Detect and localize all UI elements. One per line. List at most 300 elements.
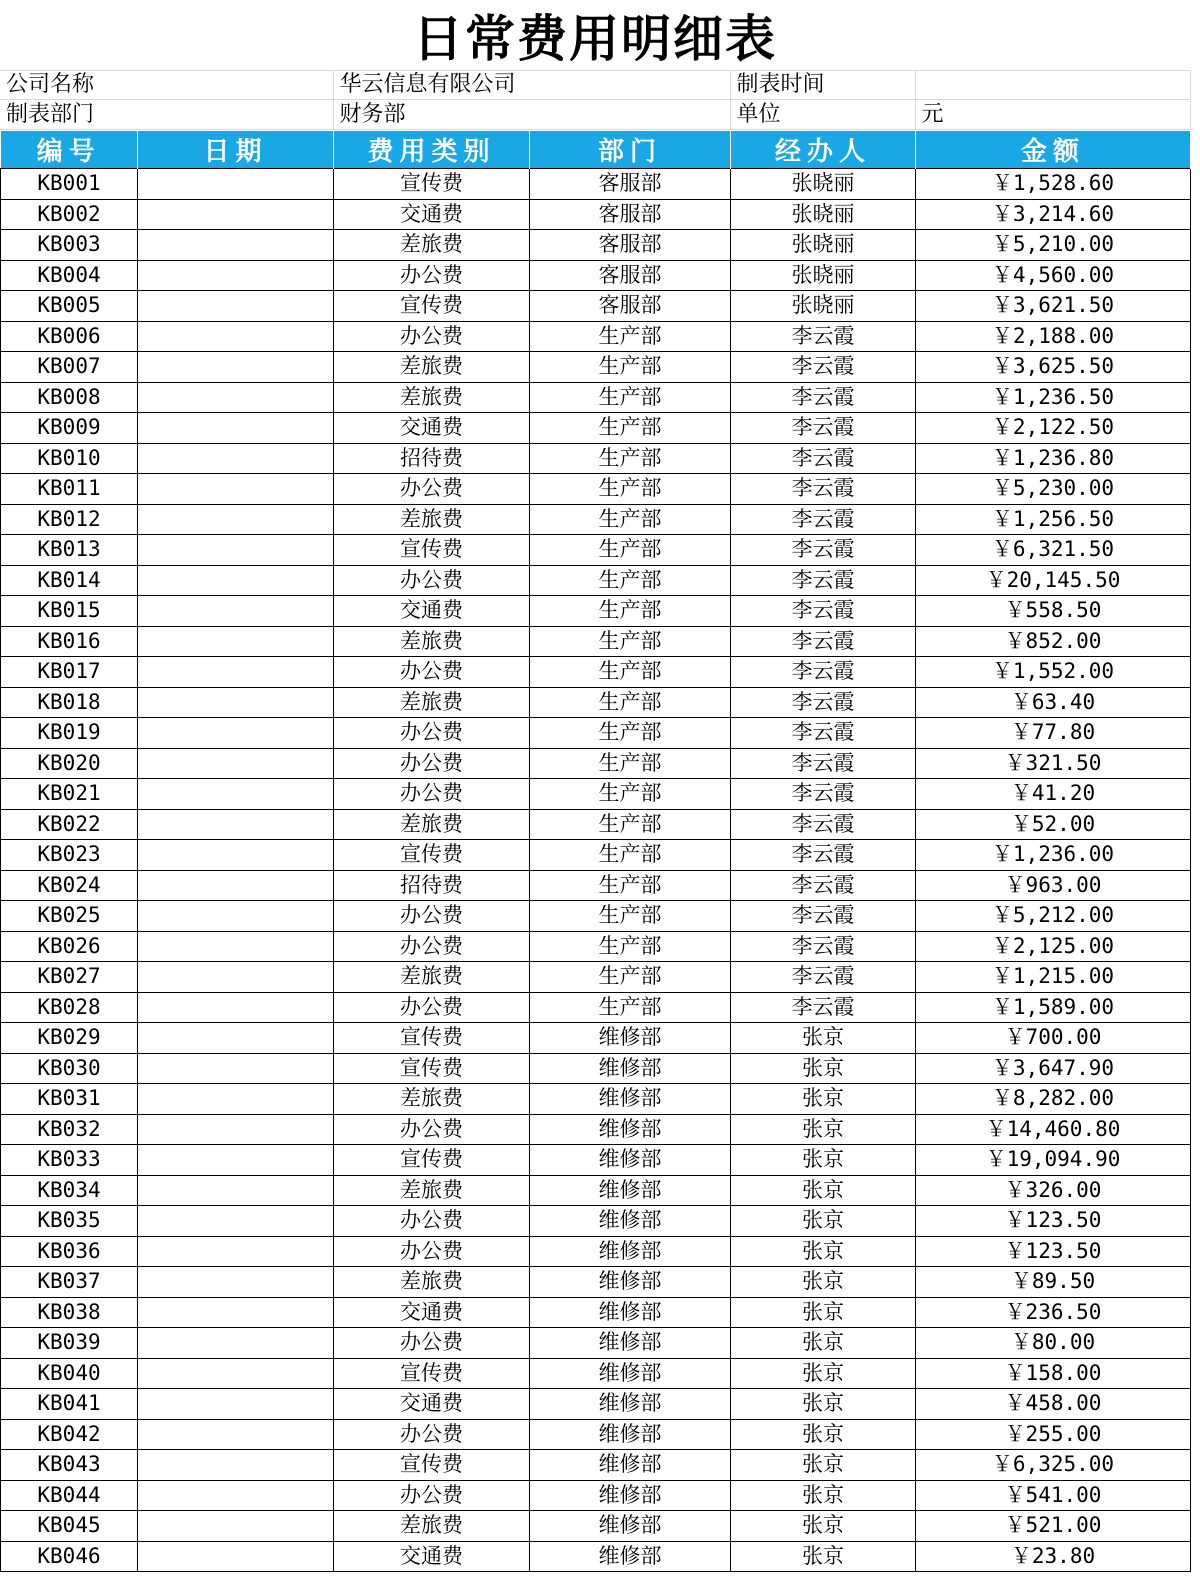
amount-cell[interactable]: ￥8,282.00 [916,1084,1191,1115]
category-cell[interactable]: 宣传费 [334,1358,530,1389]
time-value[interactable] [915,70,1190,100]
id-cell[interactable]: KB041 [1,1389,138,1420]
date-cell[interactable] [138,535,334,566]
dept-cell[interactable]: 维修部 [530,1541,731,1572]
id-cell[interactable]: KB036 [1,1236,138,1267]
dept-cell[interactable]: 生产部 [530,413,731,444]
amount-cell[interactable]: ￥52.00 [916,809,1191,840]
handler-cell[interactable]: 张京 [731,1358,916,1389]
id-cell[interactable]: KB031 [1,1084,138,1115]
date-cell[interactable] [138,779,334,810]
handler-cell[interactable]: 李云霞 [731,870,916,901]
amount-cell[interactable]: ￥6,321.50 [916,535,1191,566]
company-label[interactable]: 公司名称 [0,70,333,100]
category-cell[interactable]: 差旅费 [334,1084,530,1115]
id-cell[interactable]: KB018 [1,687,138,718]
date-cell[interactable] [138,1419,334,1450]
dept-cell[interactable]: 生产部 [530,748,731,779]
date-cell[interactable] [138,291,334,322]
handler-cell[interactable]: 李云霞 [731,596,916,627]
category-cell[interactable]: 差旅费 [334,352,530,383]
id-cell[interactable]: KB044 [1,1480,138,1511]
handler-cell[interactable]: 张京 [731,1206,916,1237]
amount-cell[interactable]: ￥963.00 [916,870,1191,901]
table-row [1,382,1191,413]
id-cell[interactable]: KB005 [1,291,138,322]
date-cell[interactable] [138,413,334,444]
amount-cell[interactable]: ￥2,188.00 [916,321,1191,352]
amount-cell[interactable]: ￥123.50 [916,1206,1191,1237]
id-cell[interactable]: KB007 [1,352,138,383]
amount-cell[interactable]: ￥77.80 [916,718,1191,749]
category-cell[interactable]: 交通费 [334,413,530,444]
amount-cell[interactable]: ￥5,212.00 [916,901,1191,932]
dept-cell[interactable]: 维修部 [530,1358,731,1389]
handler-cell[interactable]: 李云霞 [731,321,916,352]
info-row-dept [0,100,1190,130]
id-cell[interactable]: KB001 [1,169,138,200]
amount-cell[interactable]: ￥1,236.00 [916,840,1191,871]
category-cell[interactable]: 宣传费 [334,535,530,566]
id-cell[interactable]: KB045 [1,1511,138,1542]
handler-cell[interactable]: 李云霞 [731,931,916,962]
category-cell[interactable]: 宣传费 [334,1023,530,1054]
handler-cell[interactable]: 张京 [731,1175,916,1206]
amount-cell[interactable]: ￥1,589.00 [916,992,1191,1023]
dept-cell[interactable]: 生产部 [530,962,731,993]
handler-cell[interactable]: 张京 [731,1480,916,1511]
category-cell[interactable]: 差旅费 [334,1511,530,1542]
category-cell[interactable]: 差旅费 [334,626,530,657]
amount-cell[interactable]: ￥321.50 [916,748,1191,779]
id-cell[interactable]: KB027 [1,962,138,993]
amount-cell[interactable]: ￥326.00 [916,1175,1191,1206]
date-cell[interactable] [138,352,334,383]
date-cell[interactable] [138,840,334,871]
dept-cell[interactable]: 生产部 [530,352,731,383]
unit-value[interactable]: 元 [915,100,1190,130]
handler-cell[interactable]: 李云霞 [731,657,916,688]
amount-cell[interactable]: ￥89.50 [916,1267,1191,1298]
date-cell[interactable] [138,809,334,840]
dept-cell[interactable]: 维修部 [530,1450,731,1481]
handler-cell[interactable]: 李云霞 [731,413,916,444]
handler-cell[interactable]: 张京 [731,1389,916,1420]
handler-cell[interactable]: 张京 [731,1114,916,1145]
amount-cell[interactable]: ￥1,236.50 [916,382,1191,413]
handler-cell[interactable]: 李云霞 [731,352,916,383]
category-cell[interactable]: 办公费 [334,992,530,1023]
amount-cell[interactable]: ￥521.00 [916,1511,1191,1542]
amount-cell[interactable]: ￥1,528.60 [916,169,1191,200]
handler-cell[interactable]: 张晓丽 [731,199,916,230]
id-cell[interactable]: KB009 [1,413,138,444]
amount-cell[interactable]: ￥541.00 [916,1480,1191,1511]
date-cell[interactable] [138,1389,334,1420]
category-cell[interactable]: 办公费 [334,1236,530,1267]
id-cell[interactable]: KB039 [1,1328,138,1359]
id-cell[interactable]: KB023 [1,840,138,871]
id-cell[interactable]: KB029 [1,1023,138,1054]
amount-cell[interactable]: ￥558.50 [916,596,1191,627]
amount-cell[interactable]: ￥2,122.50 [916,413,1191,444]
category-cell[interactable]: 办公费 [334,1328,530,1359]
amount-cell[interactable]: ￥19,094.90 [916,1145,1191,1176]
id-cell[interactable]: KB040 [1,1358,138,1389]
date-cell[interactable] [138,230,334,261]
handler-cell[interactable]: 李云霞 [731,718,916,749]
category-cell[interactable]: 交通费 [334,1297,530,1328]
id-cell[interactable]: KB008 [1,382,138,413]
col-header-handler[interactable]: 经办人 [731,131,916,169]
amount-cell[interactable]: ￥5,210.00 [916,230,1191,261]
col-header-category[interactable]: 费用类别 [334,131,530,169]
handler-cell[interactable]: 李云霞 [731,748,916,779]
category-cell[interactable]: 办公费 [334,748,530,779]
date-cell[interactable] [138,687,334,718]
date-cell[interactable] [138,565,334,596]
table-row [1,230,1191,261]
dept-cell[interactable]: 生产部 [530,840,731,871]
date-cell[interactable] [138,443,334,474]
col-header-id[interactable]: 编号 [1,131,138,169]
dept-cell[interactable]: 维修部 [530,1328,731,1359]
category-cell[interactable]: 办公费 [334,1114,530,1145]
dept-cell[interactable]: 生产部 [530,474,731,505]
handler-cell[interactable]: 李云霞 [731,443,916,474]
category-cell[interactable]: 差旅费 [334,504,530,535]
date-cell[interactable] [138,718,334,749]
category-cell[interactable]: 办公费 [334,1480,530,1511]
category-cell[interactable]: 交通费 [334,1541,530,1572]
col-header-dept[interactable]: 部门 [530,131,731,169]
date-cell[interactable] [138,1206,334,1237]
category-cell[interactable]: 交通费 [334,1389,530,1420]
date-cell[interactable] [138,626,334,657]
category-cell[interactable]: 办公费 [334,1419,530,1450]
handler-cell[interactable]: 张京 [731,1084,916,1115]
amount-cell[interactable]: ￥1,552.00 [916,657,1191,688]
id-cell[interactable]: KB021 [1,779,138,810]
date-cell[interactable] [138,169,334,200]
dept-cell[interactable]: 客服部 [530,230,731,261]
dept-cell[interactable]: 客服部 [530,169,731,200]
id-cell[interactable]: KB034 [1,1175,138,1206]
col-header-amount[interactable]: 金额 [916,131,1191,169]
handler-cell[interactable]: 张晓丽 [731,169,916,200]
handler-cell[interactable]: 李云霞 [731,382,916,413]
date-cell[interactable] [138,382,334,413]
handler-cell[interactable]: 张京 [731,1541,916,1572]
category-cell[interactable]: 差旅费 [334,382,530,413]
dept-cell[interactable]: 生产部 [530,657,731,688]
amount-cell[interactable]: ￥255.00 [916,1419,1191,1450]
category-cell[interactable]: 办公费 [334,260,530,291]
time-label[interactable]: 制表时间 [730,70,915,100]
dept-cell[interactable]: 生产部 [530,565,731,596]
date-cell[interactable] [138,1023,334,1054]
category-cell[interactable]: 宣传费 [334,291,530,322]
id-cell[interactable]: KB022 [1,809,138,840]
id-cell[interactable]: KB037 [1,1267,138,1298]
handler-cell[interactable]: 张京 [731,1419,916,1450]
id-cell[interactable]: KB003 [1,230,138,261]
dept-cell[interactable]: 生产部 [530,382,731,413]
date-cell[interactable] [138,748,334,779]
dept-cell[interactable]: 生产部 [530,443,731,474]
category-cell[interactable]: 差旅费 [334,687,530,718]
category-cell[interactable]: 办公费 [334,565,530,596]
dept-cell[interactable]: 维修部 [530,1145,731,1176]
date-cell[interactable] [138,657,334,688]
id-cell[interactable]: KB026 [1,931,138,962]
handler-cell[interactable]: 李云霞 [731,962,916,993]
handler-cell[interactable]: 张京 [731,1511,916,1542]
dept-cell[interactable]: 维修部 [530,1389,731,1420]
dept-value[interactable]: 财务部 [333,100,730,130]
date-cell[interactable] [138,321,334,352]
dept-cell[interactable]: 生产部 [530,535,731,566]
amount-cell[interactable]: ￥236.50 [916,1297,1191,1328]
date-cell[interactable] [138,1053,334,1084]
amount-cell[interactable]: ￥458.00 [916,1389,1191,1420]
category-cell[interactable]: 招待费 [334,443,530,474]
handler-cell[interactable]: 李云霞 [731,840,916,871]
handler-cell[interactable]: 张京 [731,1145,916,1176]
handler-cell[interactable]: 李云霞 [731,809,916,840]
handler-cell[interactable]: 李云霞 [731,504,916,535]
amount-cell[interactable]: ￥1,256.50 [916,504,1191,535]
category-cell[interactable]: 差旅费 [334,1267,530,1298]
dept-cell[interactable]: 维修部 [530,1236,731,1267]
category-cell[interactable]: 差旅费 [334,809,530,840]
dept-cell[interactable]: 维修部 [530,1175,731,1206]
handler-cell[interactable]: 李云霞 [731,565,916,596]
amount-cell[interactable]: ￥3,625.50 [916,352,1191,383]
dept-cell[interactable]: 维修部 [530,1023,731,1054]
dept-cell[interactable]: 生产部 [530,718,731,749]
amount-cell[interactable]: ￥2,125.00 [916,931,1191,962]
amount-cell[interactable]: ￥852.00 [916,626,1191,657]
date-cell[interactable] [138,1114,334,1145]
dept-cell[interactable]: 客服部 [530,260,731,291]
handler-cell[interactable]: 张京 [731,1328,916,1359]
date-cell[interactable] [138,931,334,962]
handler-cell[interactable]: 张晓丽 [731,260,916,291]
handler-cell[interactable]: 张京 [731,1236,916,1267]
table-row [1,1480,1191,1511]
dept-cell[interactable]: 生产部 [530,870,731,901]
category-cell[interactable]: 差旅费 [334,230,530,261]
date-cell[interactable] [138,199,334,230]
dept-cell[interactable]: 生产部 [530,992,731,1023]
handler-cell[interactable]: 李云霞 [731,626,916,657]
date-cell[interactable] [138,1541,334,1572]
dept-cell[interactable]: 维修部 [530,1511,731,1542]
category-cell[interactable]: 办公费 [334,321,530,352]
id-cell[interactable]: KB019 [1,718,138,749]
amount-cell[interactable]: ￥1,215.00 [916,962,1191,993]
dept-cell[interactable]: 生产部 [530,931,731,962]
category-cell[interactable]: 差旅费 [334,1175,530,1206]
dept-cell[interactable]: 生产部 [530,626,731,657]
table-row [1,931,1191,962]
date-cell[interactable] [138,870,334,901]
category-cell[interactable]: 办公费 [334,1206,530,1237]
date-cell[interactable] [138,1297,334,1328]
id-cell[interactable]: KB025 [1,901,138,932]
handler-cell[interactable]: 张京 [731,1053,916,1084]
handler-cell[interactable]: 李云霞 [731,779,916,810]
dept-cell[interactable]: 生产部 [530,809,731,840]
amount-cell[interactable]: ￥1,236.80 [916,443,1191,474]
dept-cell[interactable]: 维修部 [530,1419,731,1450]
date-cell[interactable] [138,962,334,993]
id-cell[interactable]: KB004 [1,260,138,291]
id-cell[interactable]: KB032 [1,1114,138,1145]
dept-cell[interactable]: 维修部 [530,1267,731,1298]
amount-cell[interactable]: ￥3,621.50 [916,291,1191,322]
handler-cell[interactable]: 李云霞 [731,992,916,1023]
dept-cell[interactable]: 维修部 [530,1114,731,1145]
amount-cell[interactable]: ￥23.80 [916,1541,1191,1572]
dept-cell[interactable]: 维修部 [530,1084,731,1115]
category-cell[interactable]: 办公费 [334,901,530,932]
dept-cell[interactable]: 生产部 [530,321,731,352]
date-cell[interactable] [138,596,334,627]
amount-cell[interactable]: ￥158.00 [916,1358,1191,1389]
category-cell[interactable]: 宣传费 [334,1145,530,1176]
category-cell[interactable]: 办公费 [334,718,530,749]
id-cell[interactable]: KB014 [1,565,138,596]
table-row [1,718,1191,749]
amount-cell[interactable]: ￥5,230.00 [916,474,1191,505]
id-cell[interactable]: KB030 [1,1053,138,1084]
category-cell[interactable]: 宣传费 [334,1450,530,1481]
date-cell[interactable] [138,1450,334,1481]
handler-cell[interactable]: 李云霞 [731,474,916,505]
dept-cell[interactable]: 生产部 [530,504,731,535]
handler-cell[interactable]: 张晓丽 [731,230,916,261]
date-cell[interactable] [138,1511,334,1542]
id-cell[interactable]: KB015 [1,596,138,627]
handler-cell[interactable]: 张京 [731,1297,916,1328]
dept-cell[interactable]: 生产部 [530,901,731,932]
handler-cell[interactable]: 张京 [731,1023,916,1054]
handler-cell[interactable]: 李云霞 [731,687,916,718]
date-cell[interactable] [138,1267,334,1298]
date-cell[interactable] [138,1084,334,1115]
date-cell[interactable] [138,474,334,505]
id-cell[interactable]: KB038 [1,1297,138,1328]
dept-cell[interactable]: 维修部 [530,1206,731,1237]
id-cell[interactable]: KB012 [1,504,138,535]
id-cell[interactable]: KB016 [1,626,138,657]
id-cell[interactable]: KB002 [1,199,138,230]
handler-cell[interactable]: 张晓丽 [731,291,916,322]
date-cell[interactable] [138,1480,334,1511]
amount-cell[interactable]: ￥80.00 [916,1328,1191,1359]
category-cell[interactable]: 交通费 [334,596,530,627]
category-cell[interactable]: 办公费 [334,931,530,962]
dept-label[interactable]: 制表部门 [0,100,333,130]
dept-cell[interactable]: 生产部 [530,596,731,627]
handler-cell[interactable]: 张京 [731,1450,916,1481]
table-row [1,1267,1191,1298]
date-cell[interactable] [138,1175,334,1206]
date-cell[interactable] [138,1145,334,1176]
date-cell[interactable] [138,901,334,932]
dept-cell[interactable]: 客服部 [530,291,731,322]
date-cell[interactable] [138,1328,334,1359]
unit-label[interactable]: 单位 [730,100,915,130]
handler-cell[interactable]: 李云霞 [731,901,916,932]
id-cell[interactable]: KB006 [1,321,138,352]
dept-cell[interactable]: 生产部 [530,779,731,810]
category-cell[interactable]: 宣传费 [334,840,530,871]
category-cell[interactable]: 交通费 [334,199,530,230]
amount-cell[interactable]: ￥63.40 [916,687,1191,718]
date-cell[interactable] [138,504,334,535]
category-cell[interactable]: 差旅费 [334,962,530,993]
dept-cell[interactable]: 维修部 [530,1480,731,1511]
id-cell[interactable]: KB017 [1,657,138,688]
category-cell[interactable]: 办公费 [334,657,530,688]
table-row [1,443,1191,474]
id-cell[interactable]: KB013 [1,535,138,566]
id-cell[interactable]: KB028 [1,992,138,1023]
amount-cell[interactable]: ￥4,560.00 [916,260,1191,291]
amount-cell[interactable]: ￥20,145.50 [916,565,1191,596]
amount-cell[interactable]: ￥14,460.80 [916,1114,1191,1145]
category-cell[interactable]: 办公费 [334,779,530,810]
id-cell[interactable]: KB042 [1,1419,138,1450]
amount-cell[interactable]: ￥123.50 [916,1236,1191,1267]
col-header-date[interactable]: 日期 [138,131,334,169]
dept-cell[interactable]: 生产部 [530,687,731,718]
category-cell[interactable]: 招待费 [334,870,530,901]
id-cell[interactable]: KB024 [1,870,138,901]
date-cell[interactable] [138,260,334,291]
table-row [1,596,1191,627]
dept-cell[interactable]: 维修部 [530,1053,731,1084]
amount-cell[interactable]: ￥700.00 [916,1023,1191,1054]
id-cell[interactable]: KB046 [1,1541,138,1572]
id-cell[interactable]: KB011 [1,474,138,505]
id-cell[interactable]: KB033 [1,1145,138,1176]
handler-cell[interactable]: 张京 [731,1267,916,1298]
amount-cell[interactable]: ￥6,325.00 [916,1450,1191,1481]
id-cell[interactable]: KB010 [1,443,138,474]
category-cell[interactable]: 办公费 [334,474,530,505]
category-cell[interactable]: 宣传费 [334,1053,530,1084]
amount-cell[interactable]: ￥3,214.60 [916,199,1191,230]
date-cell[interactable] [138,1358,334,1389]
dept-cell[interactable]: 客服部 [530,199,731,230]
dept-cell[interactable]: 维修部 [530,1297,731,1328]
id-cell[interactable]: KB043 [1,1450,138,1481]
id-cell[interactable]: KB035 [1,1206,138,1237]
id-cell[interactable]: KB020 [1,748,138,779]
handler-cell[interactable]: 李云霞 [731,535,916,566]
category-cell[interactable]: 宣传费 [334,169,530,200]
company-value[interactable]: 华云信息有限公司 [333,70,730,100]
table-row [1,565,1191,596]
date-cell[interactable] [138,992,334,1023]
date-cell[interactable] [138,1236,334,1267]
amount-cell[interactable]: ￥41.20 [916,779,1191,810]
amount-cell[interactable]: ￥3,647.90 [916,1053,1191,1084]
